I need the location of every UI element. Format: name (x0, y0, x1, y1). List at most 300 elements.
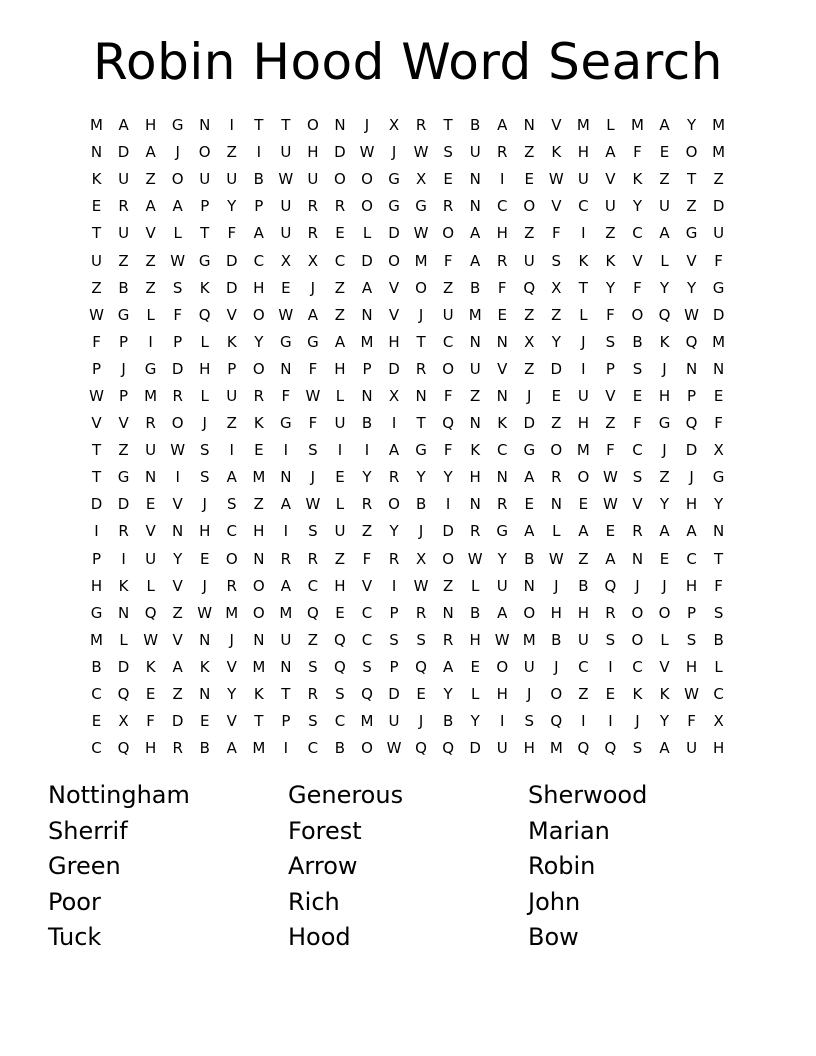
grid-letter: Z (605, 414, 616, 433)
grid-letter: M (712, 116, 726, 135)
grid-letter: J (554, 576, 559, 595)
grid-letter: I (337, 441, 343, 460)
grid-letter: H (523, 739, 535, 758)
grid-letter: E (659, 549, 670, 568)
grid-letter: L (335, 386, 345, 405)
grid-letter: T (714, 549, 724, 568)
grid-letter: A (686, 522, 697, 541)
grid-letter: O (361, 170, 373, 189)
grid-letter: R (280, 549, 292, 568)
grid-letter: G (523, 441, 536, 460)
grid-letter: T (281, 116, 291, 135)
grid-row (83, 491, 733, 518)
grid-letter: D (171, 359, 184, 378)
grid-letter: Y (416, 468, 426, 487)
grid-letter: D (361, 251, 373, 270)
grid-letter: J (527, 386, 532, 405)
grid-letter: U (145, 441, 157, 460)
grid-letter: Q (144, 603, 157, 622)
grid-letter: O (631, 630, 644, 649)
grid-letter: A (659, 739, 670, 758)
grid-letter: L (552, 522, 561, 541)
grid-row (83, 247, 733, 274)
grid-letter: C (686, 549, 697, 568)
grid-letter: C (361, 630, 373, 649)
grid-letter: F (146, 712, 155, 731)
grid-letter: W (305, 495, 321, 514)
grid-letter: Y (227, 197, 237, 216)
grid-letter: K (118, 576, 129, 595)
grid-letter: F (443, 251, 453, 270)
grid-letter: P (687, 603, 697, 622)
grid-letter: N (145, 468, 157, 487)
grid-letter: K (578, 251, 589, 270)
grid-letter: O (523, 603, 536, 622)
grid-letter: L (200, 386, 209, 405)
grid-letter: T (686, 170, 697, 189)
grid-letter: F (714, 251, 723, 270)
grid-letter: I (608, 657, 613, 676)
grid-letter: O (306, 116, 319, 135)
grid-letter: G (388, 170, 400, 189)
grid-letter: U (118, 224, 130, 243)
grid-letter: N (496, 332, 508, 351)
grid-letter: S (632, 739, 643, 758)
grid-letter: N (469, 332, 481, 351)
grid-letter: F (308, 359, 318, 378)
grid-letter: T (281, 685, 291, 704)
grid-letter: Q (685, 332, 698, 351)
grid-letter: A (172, 197, 183, 216)
grid-row (83, 546, 733, 573)
grid-letter: O (252, 305, 265, 324)
word-list-item: John (528, 887, 581, 916)
grid-letter: V (226, 657, 237, 676)
grid-letter: K (91, 170, 102, 189)
grid-letter: Z (578, 549, 589, 568)
grid-letter: V (172, 495, 183, 514)
grid-row (83, 166, 733, 193)
grid-letter: N (442, 603, 454, 622)
grid-letter: N (280, 657, 292, 676)
grid-letter: K (497, 414, 508, 433)
grid-letter: R (442, 197, 454, 216)
grid-letter: C (253, 251, 265, 270)
grid-letter: K (470, 441, 481, 460)
grid-letter: E (659, 143, 670, 162)
grid-row (83, 681, 733, 708)
grid-row (83, 302, 733, 329)
grid-letter: D (388, 359, 400, 378)
grid-letter: G (90, 603, 103, 622)
grid-letter: I (364, 441, 370, 460)
grid-letter: Z (605, 224, 616, 243)
grid-letter: F (606, 305, 615, 324)
grid-letter: U (604, 197, 616, 216)
grid-letter: S (199, 441, 210, 460)
grid-letter: A (307, 305, 319, 324)
grid-letter: U (334, 522, 346, 541)
grid-letter: H (712, 739, 725, 758)
grid-letter: A (361, 278, 373, 297)
grid-letter: N (253, 630, 265, 649)
grid-letter: R (388, 468, 400, 487)
grid-letter: J (121, 359, 126, 378)
grid-letter: M (252, 657, 266, 676)
grid-letter: N (253, 549, 265, 568)
grid-letter: I (581, 359, 586, 378)
grid-letter: V (551, 197, 562, 216)
grid-letter: B (118, 278, 129, 297)
grid-letter: D (388, 685, 400, 704)
grid-letter: U (496, 576, 508, 595)
word-list-item: Robin (528, 852, 596, 880)
grid-letter: F (227, 224, 237, 243)
grid-letter: Z (470, 386, 481, 405)
grid-letter: R (334, 197, 346, 216)
grid-letter: W (197, 603, 213, 622)
grid-row (83, 356, 733, 383)
grid-letter: R (415, 116, 427, 135)
grid-letter: M (522, 630, 536, 649)
grid-row (83, 220, 733, 247)
grid-letter: Z (172, 685, 183, 704)
grid-letter: F (552, 224, 561, 243)
word-list-item: Green (48, 852, 121, 880)
grid-letter: N (280, 359, 292, 378)
grid-letter: X (118, 712, 129, 731)
grid-letter: J (554, 657, 559, 676)
grid-letter: Z (91, 278, 102, 297)
grid-letter: X (388, 386, 400, 405)
grid-letter: O (388, 495, 400, 514)
grid-letter: C (442, 332, 454, 351)
grid-letter: Y (686, 278, 697, 297)
grid-letter: A (497, 116, 508, 135)
grid-letter: U (659, 197, 670, 216)
grid-letter: B (253, 170, 264, 189)
grid-letter: V (172, 630, 183, 649)
grid-letter: G (280, 332, 292, 351)
grid-letter: D (469, 739, 481, 758)
grid-letter: U (442, 305, 454, 324)
grid-letter: E (713, 386, 724, 405)
grid-letter: N (523, 576, 535, 595)
grid-letter: B (578, 576, 589, 595)
grid-letter: K (199, 657, 210, 676)
grid-letter: O (361, 197, 373, 216)
grid-letter: Q (198, 305, 211, 324)
grid-letter: S (308, 441, 318, 460)
grid-letter: D (117, 657, 130, 676)
grid-letter: P (92, 549, 102, 568)
grid-letter: A (659, 522, 670, 541)
grid-letter: G (117, 468, 130, 487)
grid-letter: F (497, 278, 507, 297)
grid-letter: S (605, 332, 616, 351)
grid-letter: R (145, 414, 156, 433)
grid-letter: W (413, 143, 429, 162)
grid-letter: O (171, 414, 184, 433)
grid-letter: L (119, 630, 128, 649)
grid-letter: M (279, 603, 293, 622)
grid-letter: H (577, 603, 589, 622)
grid-letter: H (199, 359, 211, 378)
grid-letter: Z (361, 522, 373, 541)
grid-letter: L (579, 305, 588, 324)
grid-letter: E (605, 685, 616, 704)
grid-letter: U (280, 224, 292, 243)
grid-letter: Y (659, 495, 670, 514)
grid-row (83, 464, 733, 491)
grid-letter: I (581, 712, 586, 731)
grid-letter: I (391, 576, 397, 595)
grid-letter: V (659, 657, 670, 676)
grid-letter: N (712, 359, 725, 378)
grid-letter: X (415, 549, 427, 568)
grid-letter: X (280, 251, 291, 270)
grid-letter: R (307, 224, 319, 243)
grid-letter: X (551, 278, 562, 297)
grid-letter: I (500, 712, 505, 731)
grid-letter: H (577, 414, 589, 433)
grid-letter: S (416, 630, 426, 649)
grid-letter: J (635, 576, 640, 595)
grid-letter: Z (442, 576, 454, 595)
grid-letter: J (391, 143, 397, 162)
grid-letter: A (659, 224, 670, 243)
grid-letter: E (632, 386, 643, 405)
grid-letter: W (170, 441, 186, 460)
grid-letter: O (577, 468, 590, 487)
grid-letter: Y (173, 549, 183, 568)
grid-letter: S (199, 468, 210, 487)
grid-letter: D (90, 495, 103, 514)
grid-letter: U (496, 739, 508, 758)
grid-letter: O (198, 143, 211, 162)
grid-letter: Z (253, 495, 264, 514)
grid-letter: D (334, 143, 346, 162)
grid-letter: H (469, 630, 481, 649)
grid-letter: C (496, 441, 508, 460)
grid-letter: U (577, 630, 589, 649)
grid-letter: I (581, 224, 586, 243)
grid-letter: J (202, 495, 207, 514)
grid-letter: U (469, 359, 481, 378)
grid-letter: L (173, 224, 182, 243)
grid-letter: S (686, 630, 697, 649)
grid-letter: H (496, 224, 508, 243)
grid-letter: I (175, 468, 180, 487)
grid-letter: E (145, 685, 156, 704)
grid-letter: I (121, 549, 126, 568)
grid-letter: P (200, 197, 210, 216)
grid-letter: Z (145, 251, 156, 270)
grid-letter: E (605, 522, 616, 541)
grid-letter: E (497, 305, 507, 324)
grid-letter: K (253, 685, 264, 704)
grid-letter: E (551, 386, 562, 405)
grid-letter: G (415, 197, 427, 216)
grid-letter: D (117, 143, 130, 162)
grid-letter: H (90, 576, 103, 595)
grid-letter: J (662, 441, 667, 460)
grid-letter: V (226, 712, 237, 731)
grid-letter: G (658, 414, 671, 433)
grid-letter: J (418, 522, 424, 541)
grid-letter: Y (227, 685, 237, 704)
grid-letter: N (117, 603, 130, 622)
grid-letter: R (442, 630, 454, 649)
grid-letter: E (281, 278, 291, 297)
grid-letter: B (524, 549, 535, 568)
grid-letter: N (469, 170, 481, 189)
grid-letter: E (416, 685, 426, 704)
grid-letter: J (175, 143, 180, 162)
grid-letter: Y (605, 278, 615, 297)
grid-letter: Q (117, 685, 130, 704)
grid-letter: Z (524, 224, 535, 243)
grid-letter: V (686, 251, 697, 270)
grid-letter: W (386, 739, 402, 758)
grid-letter: O (252, 359, 265, 378)
grid-letter: Y (632, 197, 643, 216)
grid-letter: S (226, 495, 237, 514)
grid-letter: N (550, 495, 562, 514)
grid-row (83, 112, 733, 139)
grid-letter: R (497, 495, 508, 514)
grid-letter: Z (524, 359, 535, 378)
grid-letter: E (335, 603, 345, 622)
grid-letter: R (118, 522, 129, 541)
grid-letter: O (550, 685, 563, 704)
grid-letter: H (334, 359, 346, 378)
grid-letter: U (577, 386, 589, 405)
grid-letter: Q (117, 739, 130, 758)
grid-letter: U (226, 170, 238, 189)
grid-letter: S (713, 603, 724, 622)
grid-letter: T (91, 224, 102, 243)
grid-letter: B (713, 630, 724, 649)
grid-letter: T (416, 332, 426, 351)
grid-letter: F (633, 278, 642, 297)
grid-letter: D (225, 278, 238, 297)
grid-letter: K (605, 251, 616, 270)
grid-letter: O (334, 170, 346, 189)
grid-letter: Q (334, 657, 346, 676)
grid-letter: W (684, 685, 699, 704)
grid-letter: R (307, 549, 319, 568)
grid-letter: W (494, 630, 510, 649)
grid-letter: Z (686, 197, 697, 216)
grid-letter: R (172, 739, 183, 758)
grid-letter: O (631, 305, 644, 324)
grid-letter: S (308, 522, 318, 541)
grid-letter: Z (226, 414, 237, 433)
grid-letter: A (443, 657, 454, 676)
grid-letter: B (470, 603, 481, 622)
grid-letter: O (685, 143, 698, 162)
grid-letter: L (335, 495, 345, 514)
grid-letter: D (442, 522, 454, 541)
grid-letter: N (199, 116, 211, 135)
grid-letter: G (388, 197, 400, 216)
grid-letter: K (659, 332, 670, 351)
grid-letter: Q (442, 739, 455, 758)
grid-letter: N (523, 116, 535, 135)
grid-letter: G (198, 251, 211, 270)
grid-row (83, 627, 733, 654)
grid-letter: Q (604, 739, 617, 758)
grid-letter: E (335, 468, 345, 487)
grid-letter: A (659, 116, 670, 135)
grid-letter: M (468, 305, 482, 324)
grid-letter: I (283, 441, 289, 460)
grid-letter: F (362, 549, 372, 568)
grid-letter: C (361, 603, 373, 622)
grid-letter: G (171, 116, 184, 135)
grid-letter: W (359, 143, 375, 162)
grid-letter: J (418, 305, 424, 324)
grid-letter: Z (334, 278, 346, 297)
grid-letter: U (118, 170, 130, 189)
grid-letter: L (362, 224, 372, 243)
grid-letter: J (635, 712, 640, 731)
grid-letter: B (199, 739, 210, 758)
grid-letter: L (471, 576, 480, 595)
grid-letter: J (418, 712, 424, 731)
grid-row (83, 708, 733, 735)
grid-letter: M (712, 332, 726, 351)
grid-letter: P (389, 657, 399, 676)
grid-letter: D (388, 224, 400, 243)
grid-letter: W (467, 549, 483, 568)
grid-letter: S (632, 359, 643, 378)
grid-letter: E (91, 712, 102, 731)
grid-letter: V (91, 414, 102, 433)
grid-letter: N (199, 685, 211, 704)
grid-letter: O (523, 197, 536, 216)
grid-letter: R (415, 359, 427, 378)
grid-letter: O (388, 251, 400, 270)
grid-letter: P (119, 332, 129, 351)
grid-letter: X (307, 251, 319, 270)
grid-letter: A (118, 116, 129, 135)
grid-letter: Y (362, 468, 372, 487)
grid-letter: E (524, 170, 535, 189)
grid-letter: N (361, 386, 373, 405)
grid-letter: U (686, 739, 698, 758)
grid-letter: B (442, 712, 454, 731)
grid-letter: V (497, 359, 508, 378)
grid-letter: G (415, 441, 427, 460)
grid-letter: A (497, 603, 508, 622)
grid-letter: D (171, 712, 184, 731)
grid-letter: G (712, 468, 725, 487)
grid-letter: I (148, 332, 153, 351)
grid-letter: U (577, 170, 589, 189)
grid-letter: B (632, 332, 643, 351)
grid-letter: X (713, 441, 724, 460)
grid-letter: Z (713, 170, 724, 189)
grid-letter: E (335, 224, 345, 243)
grid-letter: E (91, 197, 102, 216)
grid-letter: J (310, 278, 316, 297)
grid-letter: X (524, 332, 535, 351)
grid-letter: T (443, 116, 453, 135)
grid-letter: X (388, 116, 400, 135)
grid-letter: A (605, 143, 616, 162)
